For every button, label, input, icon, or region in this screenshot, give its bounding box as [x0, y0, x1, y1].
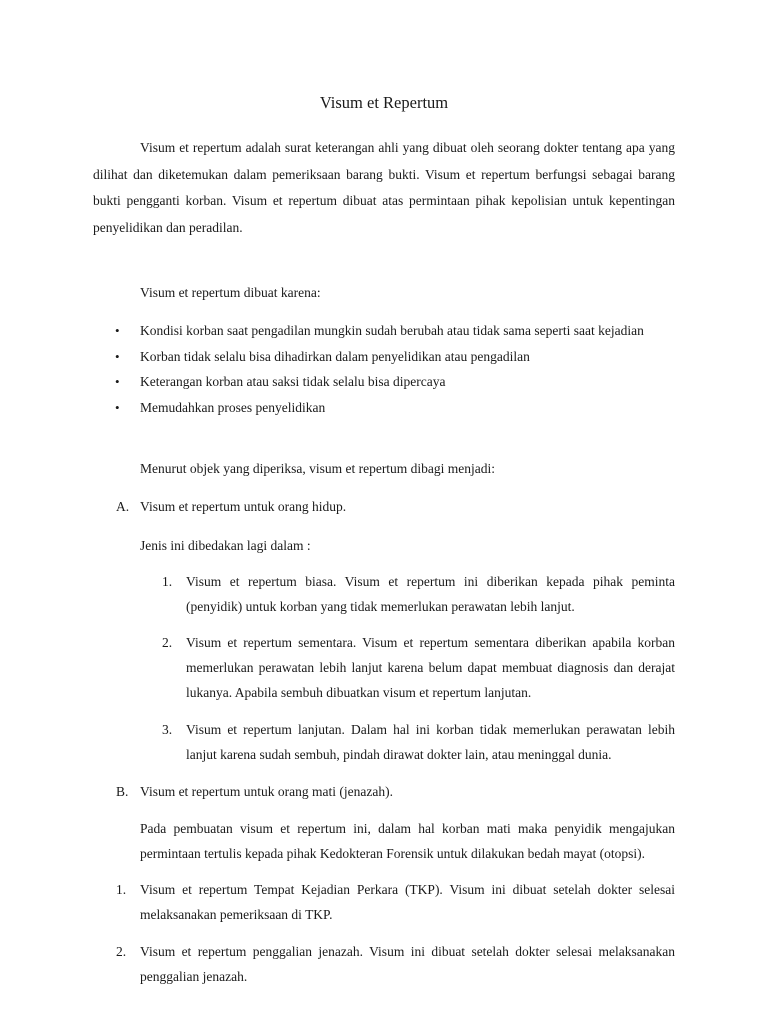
item-text: Visum et repertum penggalian jenazah. Visum ini dibuat setelah dokter selesai melaksanakan penggalian jenazah. — [140, 944, 675, 984]
list-item-text: Kondisi korban saat pengadilan mungkin sudah berubah atau tidak sama seperti saat kejadian — [140, 323, 644, 338]
list-item-text: Keterangan korban atau saksi tidak selalu bisa dipercaya — [140, 374, 446, 389]
bullet-icon: • — [115, 323, 120, 338]
reasons-heading: Visum et repertum dibuat karena: — [140, 285, 321, 300]
bullet-icon: • — [115, 374, 120, 389]
item-marker: 1. — [116, 882, 127, 897]
item-text: Visum et repertum sementara. Visum et repertum sementara diberikan apabila korban memerlukan perawatan lebih lanjut karena belum dapat membuat diagnosis dan derajat lukanya. Apabila sembuh dibuatkan visum et repertum lanjutan. — [186, 635, 675, 700]
section-a-title: Visum et repertum untuk orang hidup. — [140, 499, 347, 514]
list-item-text: Korban tidak selalu bisa dihadirkan dalam penyelidikan atau pengadilan — [140, 348, 530, 364]
section-b-marker: B. — [116, 784, 129, 799]
item-text: Visum et repertum biasa. Visum et repertum ini diberikan kepada pihak peminta (penyidik) untuk korban yang tidak memerlukan perawatan lebih lanjut. — [186, 574, 675, 614]
document-title: Visum et Repertum — [319, 93, 449, 112]
list-item-text: Memudahkan proses penyelidikan — [140, 399, 326, 415]
item-marker: 2. — [162, 635, 173, 650]
classification-heading: Menurut objek yang diperiksa, visum et repertum dibagi menjadi: — [140, 461, 496, 476]
section-a-marker: A. — [116, 499, 130, 514]
bullet-icon: • — [115, 348, 120, 364]
item-marker: 3. — [162, 722, 173, 737]
section-b-paragraph: Pada pembuatan visum et repertum ini, dalam hal korban mati maka penyidik mengajukan permintaan tertulis kepada pihak Kedokteran Forensik untuk dilakukan bedah mayat (otopsi). — [140, 821, 675, 861]
intro-text: Visum et repertum adalah surat keterangan ahli yang dibuat oleh seorang dokter tentang apa yang dilihat dan diketemukan dalam pemeriksaan barang bukti. Visum et repertum berfungsi sebagai barang bukti pengganti korban. Visum et repertum dibuat atas permintaan pihak kepolisian untuk kepentingan penyelidikan dan peradilan. — [93, 140, 675, 235]
bullet-icon: • — [115, 399, 120, 415]
section-b-title: Visum et repertum untuk orang mati (jenazah). — [140, 784, 393, 799]
item-marker: 1. — [162, 574, 173, 589]
section-a-subheading: Jenis ini dibedakan lagi dalam : — [140, 538, 311, 553]
item-marker: 2. — [116, 944, 127, 959]
intro-paragraph — [93, 135, 675, 241]
item-text: Visum et repertum Tempat Kejadian Perkara (TKP). Visum ini dibuat setelah dokter selesai melaksanakan pemeriksaan di TKP. — [140, 882, 675, 922]
item-text: Visum et repertum lanjutan. Dalam hal ini korban tidak memerlukan perawatan lebih lanjut karena sudah sembuh, pindah dirawat dokter lain, atau meninggal dunia. — [186, 722, 675, 762]
